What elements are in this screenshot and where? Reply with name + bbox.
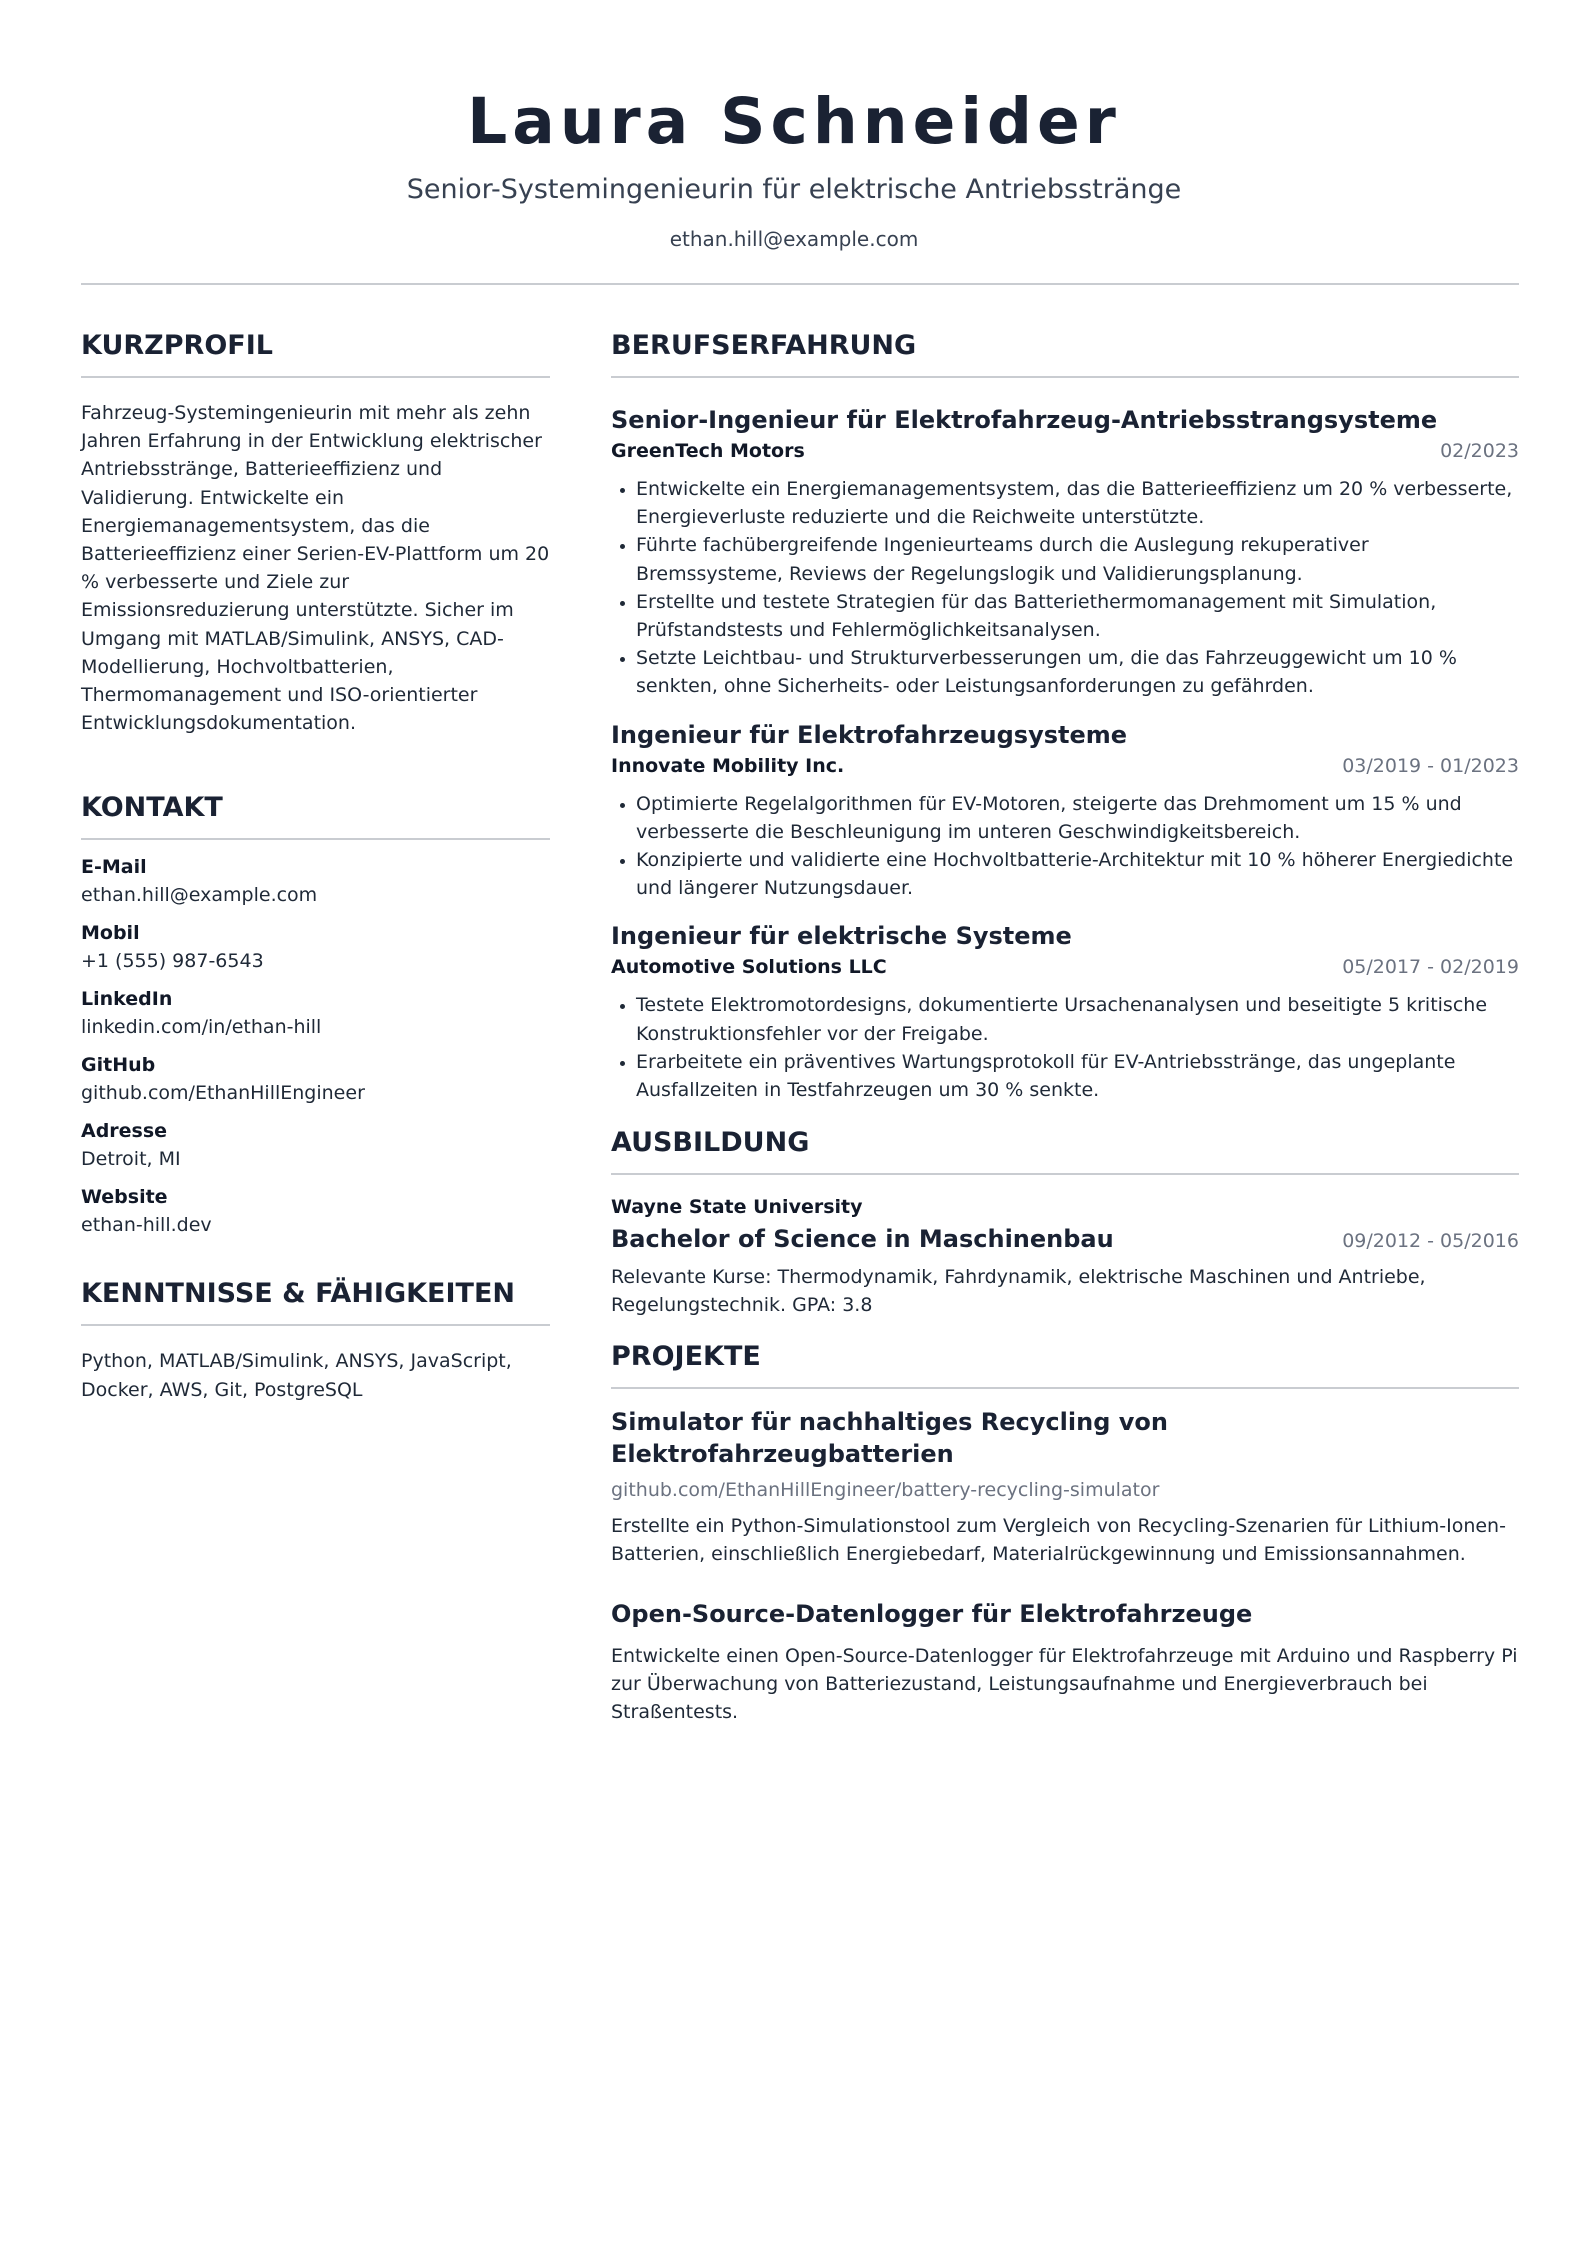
project-description: Entwickelte einen Open-Source-Datenlogger für Elektrofahrzeuge mit Arduino und Raspberry Pi zur Überwachung von Batteriezustand, Leistungsaufnahme und Energieverbrauch bei Straßentests. (611, 1645, 1518, 1724)
company-name: GreenTech Motors (611, 440, 805, 462)
left-column (81, 325, 550, 1404)
job-title: Senior-Ingenieur für Elektrofahrzeug-Antriebsstrangsysteme (611, 406, 1438, 434)
bullet-item: Setzte Leichtbau- und Strukturverbesserungen um, die das Fahrzeuggewicht um 10 % senkten, ohne Sicherheits- oder Leistungsanforderungen zu gefährden. (611, 644, 1519, 700)
section-divider (611, 1173, 1519, 1175)
skills-section (81, 1273, 550, 1403)
contact-value: linkedin.com/in/ethan-hill (81, 1016, 322, 1039)
job-meta (611, 752, 1519, 780)
job-meta (611, 953, 1519, 981)
project-title: Open-Source-Datenlogger für Elektrofahrzeuge (611, 1600, 1253, 1629)
section-heading: AUSBILDUNG (611, 1127, 810, 1159)
experience-section (611, 325, 1519, 1104)
contact-value: ethan-hill.dev (81, 1214, 212, 1237)
bullet-item: Konzipierte und validierte eine Hochvoltbatterie-Architektur mit 10 % höherer Energiedichte und längerer Nutzungsdauer. (611, 846, 1519, 902)
contact-label: E-Mail (81, 856, 147, 879)
candidate-name: Laura Schneider (467, 85, 1121, 158)
right-column (611, 325, 1519, 1727)
contact-label: Adresse (81, 1120, 168, 1143)
education-section (611, 1122, 1519, 1319)
contact-item-mobile (81, 919, 550, 975)
contact-list (81, 853, 550, 1239)
bullet-item: Führte fachübergreifende Ingenieurteams durch die Auslegung rekuperativer Bremssysteme, Reviews der Regelungslogik und Validierungsplanung. (611, 531, 1519, 587)
contact-item-github (81, 1051, 550, 1107)
degree-title: Bachelor of Science in Maschinenbau (611, 1225, 1114, 1254)
project-entry (611, 1598, 1519, 1727)
candidate-title: Senior-Systemingenieurin für elektrische Antriebsstränge (406, 174, 1182, 205)
job-bullets (611, 790, 1519, 903)
section-heading: BERUFSERFAHRUNG (611, 330, 917, 361)
section-divider (81, 838, 550, 840)
contact-value: Detroit, MI (81, 1148, 181, 1171)
education-dates: 09/2012 - 05/2016 (1342, 1230, 1519, 1253)
section-heading: KENNTNISSE & FÄHIGKEITEN (81, 1278, 516, 1310)
contact-label: LinkedIn (81, 988, 173, 1011)
resume-header (0, 0, 1588, 253)
job-dates: 05/2017 - 02/2019 (1342, 956, 1519, 979)
education-entry (611, 1193, 1519, 1319)
job-bullets (611, 991, 1519, 1104)
job-dates: 03/2019 - 01/2023 (1342, 754, 1519, 777)
education-courses: Relevante Kurse: Thermodynamik, Fahrdynamik, elektrische Maschinen und Antriebe, Regelungstechnik. GPA: 3.8 (611, 1266, 1426, 1317)
job-title: Ingenieur für elektrische Systeme (611, 922, 1072, 951)
header-email: ethan.hill@example.com (669, 227, 919, 251)
contact-value: github.com/EthanHillEngineer (81, 1082, 365, 1105)
project-link[interactable]: github.com/EthanHillEngineer/battery-recycling-simulator (611, 1478, 1160, 1501)
bullet-item: Erstellte und testete Strategien für das Batteriethermomanagement mit Simulation, Prüfstandstests und Fehlermöglichkeitsanalysen. (611, 588, 1519, 644)
company-name: Automotive Solutions LLC (611, 956, 887, 979)
projects-section (611, 1336, 1519, 1727)
contact-label: Website (81, 1186, 168, 1209)
skills-text: Python, MATLAB/Simulink, ANSYS, JavaScript, Docker, AWS, Git, PostgreSQL (81, 1350, 512, 1401)
job-meta (611, 437, 1519, 465)
contact-item-website (81, 1183, 550, 1239)
job-title: Ingenieur für Elektrofahrzeugsysteme (611, 720, 1128, 749)
bullet-item: Optimierte Regelalgorithmen für EV-Motoren, steigerte das Drehmoment um 15 % und verbesserte die Beschleunigung im unteren Geschwindigkeitsbereich. (611, 790, 1519, 846)
bullet-item: Entwickelte ein Energiemanagementsystem, das die Batterieeffizienz um 20 % verbesserte, Energieverluste reduzierte und die Reichweite unterstützte. (611, 475, 1519, 531)
section-divider (81, 376, 550, 378)
bullet-item: Testete Elektromotordesigns, dokumentierte Ursachenanalysen und beseitigte 5 kritische Konstruktionsfehler vor der Freigabe. (611, 991, 1519, 1047)
project-title: Simulator für nachhaltiges Recycling von Elektrofahrzeugbatterien (611, 1407, 1168, 1468)
contact-item-email (81, 853, 550, 909)
project-description: Erstellte ein Python-Simulationstool zum Vergleich von Recycling-Szenarien für Lithium-Ionen-Batterien, einschließlich Energiebedarf, Materialrückgewinnung und Emissionsannahmen. (611, 1514, 1506, 1565)
contact-value: +1 (555) 987-6543 (81, 950, 264, 973)
company-name: Innovate Mobility Inc. (611, 754, 845, 777)
school-name: Wayne State University (611, 1196, 863, 1219)
contact-label: GitHub (81, 1054, 156, 1077)
contact-value: ethan.hill@example.com (81, 884, 318, 907)
profile-section (81, 325, 550, 737)
section-heading: KONTAKT (81, 792, 223, 824)
contact-item-linkedin (81, 985, 550, 1041)
job-dates: 02/2023 (1440, 440, 1519, 462)
education-meta (611, 1223, 1519, 1255)
contact-section (81, 787, 550, 1239)
section-heading: KURZPROFIL (81, 330, 273, 361)
contact-item-address (81, 1117, 550, 1173)
bullet-item: Erarbeitete ein präventives Wartungsprotokoll für EV-Antriebsstränge, das ungeplante Ausfallzeiten in Testfahrzeugen um 30 % senkte. (611, 1048, 1519, 1104)
section-heading: PROJEKTE (611, 1340, 761, 1372)
section-divider (611, 376, 1519, 378)
job-entry (611, 404, 1519, 701)
profile-text: Fahrzeug-Systemingenieurin mit mehr als zehn Jahren Erfahrung in der Entwicklung elektrischer Antriebsstränge, Batterieeffizienz und Validierung. Entwickelte ein Energiemanagementsystem, das die Batterieeffizienz einer Serien-EV-Plattform um 20 % verbesserte und Ziele zur Emissionsreduzierung unterstützte. Sicher im Umgang mit MATLAB/Simulink, ANSYS, CAD-Modellierung, Hochvoltbatterien, Thermomanagement und ISO-orientierter Entwicklungsdokumentation. (81, 402, 550, 735)
job-entry (611, 719, 1519, 903)
header-divider (81, 283, 1519, 285)
section-divider (81, 1324, 550, 1326)
job-bullets (611, 475, 1519, 701)
project-entry (611, 1406, 1519, 1568)
section-divider (611, 1387, 1519, 1389)
job-entry (611, 920, 1519, 1104)
contact-label: Mobil (81, 922, 140, 945)
